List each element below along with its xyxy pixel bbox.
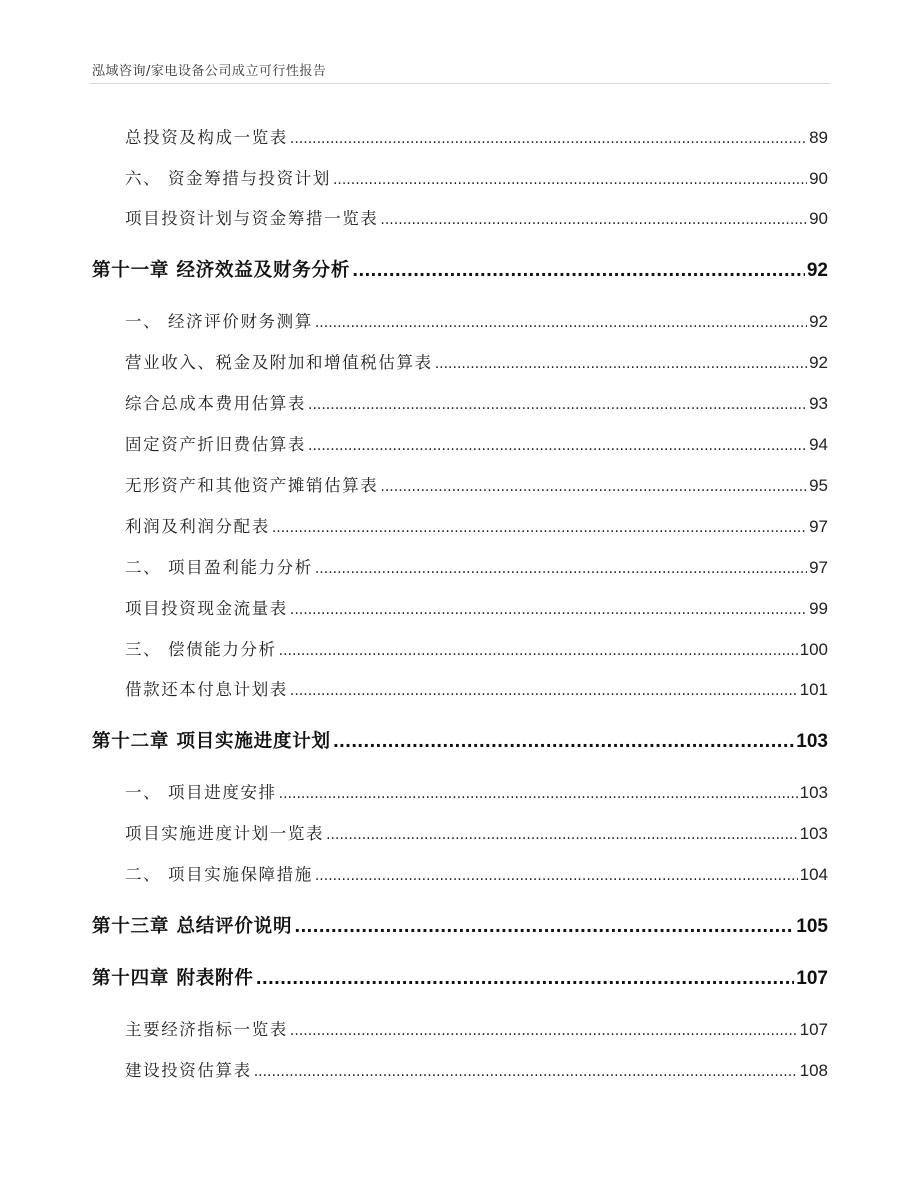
toc-dot-leader [256,969,795,988]
toc-entry-page: 103 [799,783,828,802]
toc-entry[interactable] [125,554,828,578]
toc-entry[interactable] [125,1016,828,1040]
toc-entry-page: 97 [809,558,828,577]
toc-entry[interactable] [125,472,828,496]
toc-entry-title: 利润及利润分配表 [125,517,270,536]
toc-entry[interactable] [125,431,828,455]
toc-entry[interactable] [125,349,828,373]
toc-entry[interactable] [125,676,828,700]
toc-chapter-title: 第十一章 经济效益及财务分析 [92,260,351,281]
toc-dot-leader [290,1023,798,1039]
toc-entry-page: 97 [809,517,828,536]
toc-entry-title: 一、 项目进度安排 [125,783,277,802]
toc-entry-page: 103 [799,824,828,843]
toc-entry[interactable] [125,1057,828,1081]
toc-dot-leader [315,868,798,884]
toc-dot-leader [352,261,805,280]
toc-entry-title: 项目投资计划与资金筹措一览表 [125,209,379,228]
toc-entry[interactable] [125,595,828,619]
toc-entry[interactable] [125,779,828,803]
toc-entry-page: 90 [809,209,828,228]
toc-dot-leader [315,315,807,331]
toc-entry-page: 104 [799,865,828,884]
toc-entry[interactable] [125,308,828,332]
toc-chapter-entry[interactable] [92,727,828,753]
toc-entry-title: 无形资产和其他资产摊销估算表 [125,476,379,495]
toc-chapter-title: 第十三章 总结评价说明 [92,916,293,937]
toc-chapter-entry[interactable] [92,256,828,282]
toc-entry-title: 二、 项目盈利能力分析 [125,558,313,577]
toc-entry-page: 99 [809,599,828,618]
toc-entry[interactable] [125,124,828,148]
toc-chapter-title: 第十二章 项目实施进度计划 [92,731,331,752]
toc-dot-leader [308,438,807,454]
toc-chapter-page: 103 [796,731,828,752]
toc-entry-title: 项目投资现金流量表 [125,599,288,618]
toc-entry[interactable] [125,390,828,414]
toc-chapter-title: 第十四章 附表附件 [92,968,254,989]
toc-entry-title: 二、 项目实施保障措施 [125,865,313,884]
toc-entry-title: 项目实施进度计划一览表 [125,824,325,843]
toc-entry-title: 营业收入、税金及附加和增值税估算表 [125,353,433,372]
toc-chapter-entry[interactable] [92,964,828,990]
toc-entry-title: 三、 偿债能力分析 [125,640,277,659]
toc-entry[interactable] [125,165,828,189]
toc-entry-title: 固定资产折旧费估算表 [125,435,306,454]
toc-entry-title: 借款还本付息计划表 [125,680,288,699]
toc-entry-page: 90 [809,169,828,188]
toc-entry-page: 93 [809,394,828,413]
toc-dot-leader [435,356,807,372]
toc-dot-leader [290,131,807,147]
toc-entry-page: 89 [809,128,828,147]
toc-entry-page: 94 [809,435,828,454]
toc-chapter-page: 92 [806,260,828,281]
toc-entry-title: 主要经济指标一览表 [125,1020,288,1039]
toc-dot-leader [326,827,798,843]
toc-chapter-page: 107 [796,968,828,989]
toc-entry[interactable] [125,820,828,844]
toc-entry-title: 综合总成本费用估算表 [125,394,306,413]
toc-entry-title: 六、 资金筹措与投资计划 [125,169,331,188]
toc-entry-page: 107 [799,1020,828,1039]
toc-dot-leader [333,172,807,188]
toc-dot-leader [380,212,807,228]
toc-chapter-entry[interactable] [92,912,828,938]
toc-dot-leader [380,479,807,495]
toc-dot-leader [279,786,798,802]
toc-dot-leader [290,602,807,618]
toc-entry-page: 95 [809,476,828,495]
toc-entry-page: 100 [799,640,828,659]
toc-entry-title: 总投资及构成一览表 [125,128,288,147]
toc-chapter-page: 105 [796,916,828,937]
toc-entry-page: 101 [799,680,828,699]
toc-entry[interactable] [125,205,828,229]
toc-dot-leader [254,1064,798,1080]
toc-dot-leader [279,643,798,659]
toc-entry[interactable] [125,861,828,885]
toc-entry-page: 108 [799,1061,828,1080]
toc-entry-title: 建设投资估算表 [125,1061,252,1080]
toc-entry-page: 92 [809,312,828,331]
page-header: 泓域咨询/家电设备公司成立可行性报告 [92,64,327,79]
toc-dot-leader [315,561,807,577]
toc-entry[interactable] [125,513,828,537]
toc-dot-leader [272,520,807,536]
toc-dot-leader [333,732,794,751]
toc-entry-title: 一、 经济评价财务测算 [125,312,313,331]
toc-entry-page: 92 [809,353,828,372]
toc-dot-leader [294,917,794,936]
toc-dot-leader [308,397,807,413]
toc-entry[interactable] [125,636,828,660]
toc-dot-leader [290,683,798,699]
